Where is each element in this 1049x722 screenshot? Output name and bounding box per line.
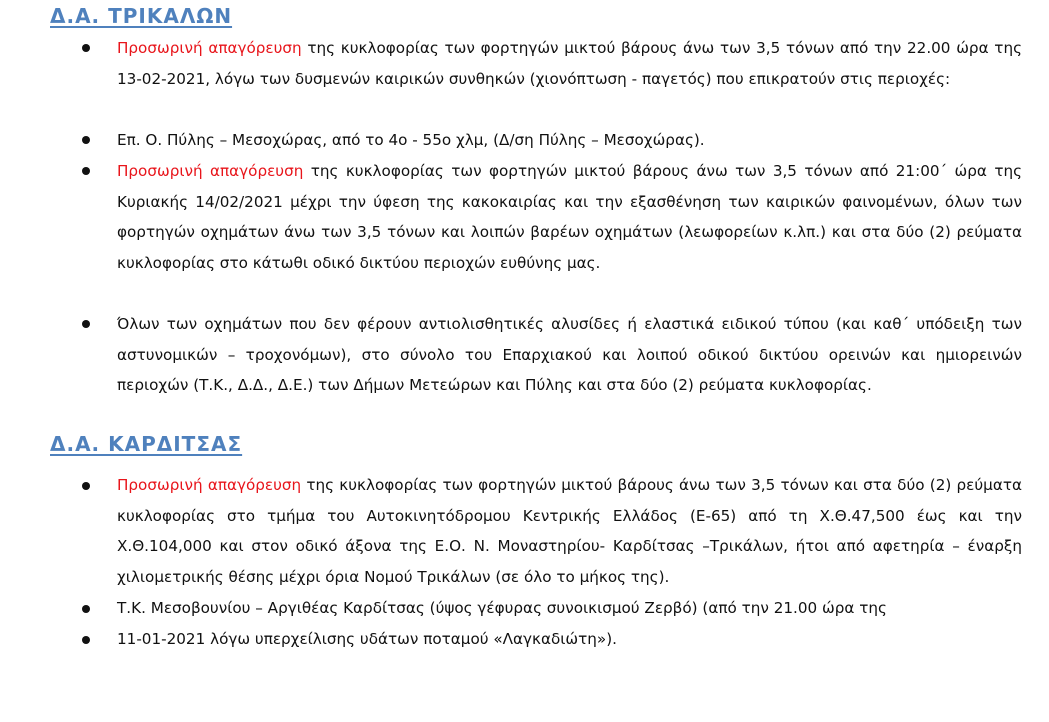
bullet-icon: [82, 636, 90, 644]
body-text: 11-01-2021 λόγω υπερχείλισης υδάτων ποταμού «Λαγκαδιώτη»).: [117, 630, 617, 648]
item-text: [117, 593, 1022, 624]
body-text: Τ.Κ. Μεσοβουνίου – Αργιθέας Καρδίτσας (ύψος γέφυρας συνοικισμού Ζερβό) (από την 21.00 ώρα της: [117, 599, 887, 617]
item-text: [117, 156, 1022, 278]
bullet-icon: [82, 136, 90, 144]
bullet-icon: [82, 44, 90, 52]
bullet-icon: [82, 482, 90, 490]
bullet-icon: [82, 167, 90, 175]
body-text: της κυκλοφορίας των φορτηγών μικτού βάρους άνω των 3,5 τόνων από την 22.00 ώρα της 13-02-2021, λόγω των δυσμενών καιρικών συνθηκών (χιονόπτωση - παγετός) που επικρατούν στις περιοχές:: [117, 39, 1022, 88]
body-text: της κυκλοφορίας των φορτηγών μικτού βάρους άνω των 3,5 τόνων και στα δύο (2) ρεύματα κυκλοφορίας στο τμήμα του Αυτοκινητόδρομου Κεντρικής Ελλάδος (Ε-65) από τη Χ.Θ.47,500 έως και την Χ.Θ.104,000 και στον οδικό άξονα της Ε.Ο. Ν. Μοναστηρίου- Καρδίτσας –Τρικάλων, ήτοι από αφετηρία – έναρξη χιλιομετρικής θέσης μέχρι όρια Νομού Τρικάλων (σε όλο το μήκος της).: [117, 476, 1022, 586]
section-heading-karditsa: Δ.Α. ΚΑΡΔΙΤΣΑΣ: [50, 432, 243, 456]
item-text: [117, 33, 1022, 94]
section-heading-trikala: Δ.Α. ΤΡΙΚΑΛΩΝ: [50, 4, 233, 28]
bullet-icon: [82, 605, 90, 613]
body-text: της κυκλοφορίας των φορτηγών μικτού βάρους άνω των 3,5 τόνων από 21:00΄ ώρα της Κυριακής 14/02/2021 μέχρι την ύφεση της κακοκαιρίας και την εξασθένηση των καιρικών φαινομένων, όλων των φορτηγών οχημάτων άνω των 3,5 τόνων και λοιπών βαρέων οχημάτων (λεωφορείων κ.λπ.) και στα δύο (2) ρεύματα κυκλοφορίας στο κάτωθι οδικό δικτύου περιοχών ευθύνης μας.: [117, 162, 1022, 272]
highlight-text: Προσωρινή απαγόρευση: [117, 162, 304, 180]
highlight-text: Προσωρινή απαγόρευση: [117, 476, 302, 494]
item-text: [117, 125, 1022, 156]
item-text: [117, 470, 1022, 592]
bullet-icon: [82, 320, 90, 328]
item-text: [117, 309, 1022, 401]
highlight-text: Προσωρινή απαγόρευση: [117, 39, 302, 57]
body-text: Επ. Ο. Πύλης – Μεσοχώρας, από το 4ο - 55ο χλμ, (Δ/ση Πύλης – Μεσοχώρας).: [117, 131, 705, 149]
body-text: Όλων των οχημάτων που δεν φέρουν αντιολισθητικές αλυσίδες ή ελαστικά ειδικού τύπου (και καθ΄ υπόδειξη των αστυνομικών – τροχονόμων), στο σύνολο του Επαρχιακού και λοιπού οδικού δικτύου ορεινών και ημιορεινών περιοχών (Τ.Κ., Δ.Δ., Δ.Ε.) των Δήμων Μετεώρων και Πύλης και στα δύο (2) ρεύματα κυκλοφορίας.: [117, 315, 1022, 394]
item-text: [117, 624, 1022, 655]
